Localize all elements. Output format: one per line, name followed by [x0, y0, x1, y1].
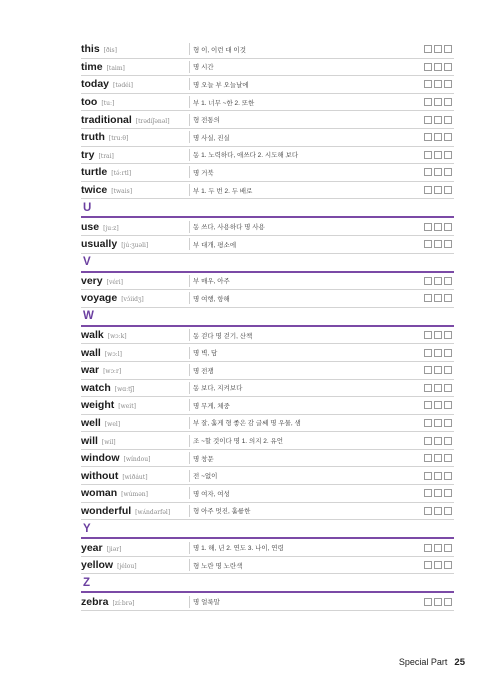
pronunciation: [zíːbrə]: [112, 599, 135, 607]
check-boxes: [424, 133, 452, 141]
checkbox[interactable]: [434, 472, 442, 480]
checkbox[interactable]: [434, 63, 442, 71]
word-cell: [81, 470, 189, 482]
pronunciation: [weit]: [118, 403, 136, 411]
meaning: 명 창문: [193, 455, 214, 463]
check-boxes: [424, 98, 452, 106]
meaning: 전 ~없이: [193, 473, 218, 481]
column-divider: [189, 275, 190, 287]
meaning: 부 매우, 아주: [193, 278, 230, 286]
check-boxes: [424, 116, 452, 124]
meaning: 부 1. 너무 ~한 2. 또한: [193, 99, 255, 107]
column-divider: [189, 559, 190, 571]
checkbox[interactable]: [444, 63, 452, 71]
word-cell: [81, 596, 189, 608]
checkbox[interactable]: [444, 366, 452, 374]
checkbox[interactable]: [424, 98, 432, 106]
word: zebra: [81, 595, 109, 608]
word: walk: [81, 329, 104, 342]
column-divider: [189, 505, 190, 517]
pronunciation: [júːʒuəli]: [121, 242, 149, 250]
checkbox[interactable]: [444, 598, 452, 606]
column-divider: [189, 596, 190, 608]
word: wall: [81, 346, 101, 359]
word: woman: [81, 487, 118, 500]
checkbox[interactable]: [434, 437, 442, 445]
checkbox[interactable]: [434, 168, 442, 176]
checkbox[interactable]: [424, 507, 432, 515]
checkbox[interactable]: [434, 186, 442, 194]
checkbox[interactable]: [434, 454, 442, 462]
pronunciation: [jiər]: [106, 545, 122, 553]
meaning: 조 ~할 것이다 명 1. 의지 2. 유언: [193, 438, 284, 446]
letter-header: [81, 254, 454, 273]
check-boxes: [424, 294, 452, 302]
checkbox[interactable]: [424, 63, 432, 71]
word: time: [81, 60, 103, 73]
word-cell: [81, 399, 189, 411]
column-divider: [189, 238, 190, 250]
check-boxes: [424, 277, 452, 285]
meaning: 명 얼룩말: [193, 599, 220, 607]
checkbox[interactable]: [444, 98, 452, 106]
word: twice: [81, 184, 108, 197]
meaning: 동 쓰다, 사용하다 명 사용: [193, 224, 265, 232]
word-row: [81, 432, 454, 450]
word: without: [81, 469, 119, 482]
word-row: [81, 327, 454, 345]
checkbox[interactable]: [424, 454, 432, 462]
checkbox[interactable]: [444, 472, 452, 480]
check-boxes: [424, 454, 452, 462]
checkbox[interactable]: [424, 349, 432, 357]
checkbox[interactable]: [424, 331, 432, 339]
checkbox[interactable]: [444, 454, 452, 462]
word: weight: [81, 399, 115, 412]
letter-heading: U: [83, 201, 92, 214]
pronunciation: [wɔːk]: [107, 333, 127, 341]
checkbox[interactable]: [434, 133, 442, 141]
pronunciation: [taim]: [106, 64, 125, 72]
checkbox[interactable]: [434, 598, 442, 606]
check-boxes: [424, 63, 452, 71]
letter-header: [81, 308, 454, 327]
word-cell: [81, 292, 189, 304]
letter-heading: Z: [83, 576, 91, 589]
check-boxes: [424, 489, 452, 497]
checkbox[interactable]: [434, 240, 442, 248]
meaning: 명 시간: [193, 64, 214, 72]
column-divider: [189, 382, 190, 394]
word-cell: [81, 166, 189, 178]
word-row: [81, 147, 454, 165]
meaning: 동 걷다 명 걷기, 산책: [193, 332, 253, 340]
column-divider: [189, 487, 190, 499]
check-boxes: [424, 331, 452, 339]
word: wonderful: [81, 504, 132, 517]
word: very: [81, 274, 103, 287]
meaning: 명 오늘 부 오늘날에: [193, 81, 249, 89]
pronunciation: [tədéi]: [113, 82, 133, 90]
checkbox[interactable]: [444, 561, 452, 569]
checkbox[interactable]: [434, 98, 442, 106]
word-cell: [81, 275, 189, 287]
word-row: [81, 467, 454, 485]
checkbox[interactable]: [434, 507, 442, 515]
pronunciation: [twais]: [111, 188, 133, 196]
letter-header: [81, 520, 454, 539]
word: this: [81, 43, 100, 56]
checkbox[interactable]: [424, 116, 432, 124]
word: try: [81, 148, 95, 161]
check-boxes: [424, 349, 452, 357]
word-cell: [81, 435, 189, 447]
checkbox[interactable]: [444, 133, 452, 141]
meaning: 명 무게, 체중: [193, 402, 230, 410]
column-divider: [189, 96, 190, 108]
check-boxes: [424, 223, 452, 231]
checkbox[interactable]: [444, 419, 452, 427]
checkbox[interactable]: [434, 419, 442, 427]
column-divider: [189, 292, 190, 304]
checkbox[interactable]: [444, 168, 452, 176]
checkbox[interactable]: [424, 437, 432, 445]
word-row: [81, 273, 454, 291]
checkbox[interactable]: [424, 240, 432, 248]
word-cell: [81, 542, 189, 554]
pronunciation: [jélou]: [117, 563, 137, 571]
check-boxes: [424, 151, 452, 159]
meaning: 형 아주 멋진, 훌륭한: [193, 508, 251, 516]
word: use: [81, 220, 100, 233]
checkbox[interactable]: [434, 116, 442, 124]
meaning: 부 대개, 평소에: [193, 241, 237, 249]
checkbox[interactable]: [444, 186, 452, 194]
checkbox[interactable]: [434, 151, 442, 159]
checkbox[interactable]: [424, 544, 432, 552]
letter-heading: W: [83, 310, 94, 323]
checkbox[interactable]: [444, 401, 452, 409]
word-cell: [81, 364, 189, 376]
column-divider: [189, 364, 190, 376]
checkbox[interactable]: [424, 133, 432, 141]
checkbox[interactable]: [434, 45, 442, 53]
word-row: [81, 236, 454, 254]
pronunciation: [wʌ́ndərfəl]: [135, 508, 171, 516]
meaning: 형 노란 명 노란색: [193, 562, 243, 570]
column-divider: [189, 184, 190, 196]
pronunciation: [tuː]: [101, 100, 115, 108]
pronunciation: [trai]: [98, 152, 114, 160]
column-divider: [189, 347, 190, 359]
meaning: 명 여자, 여성: [193, 490, 230, 498]
checkbox[interactable]: [444, 45, 452, 53]
word: watch: [81, 381, 111, 394]
checkbox[interactable]: [444, 437, 452, 445]
column-divider: [189, 114, 190, 126]
word-cell: [81, 559, 189, 571]
word-row: [81, 485, 454, 503]
word-cell: [81, 505, 189, 517]
word: yellow: [81, 559, 114, 572]
check-boxes: [424, 80, 452, 88]
checkbox[interactable]: [424, 151, 432, 159]
checkbox[interactable]: [444, 384, 452, 392]
checkbox[interactable]: [424, 489, 432, 497]
column-divider: [189, 435, 190, 447]
checkbox[interactable]: [444, 240, 452, 248]
meaning: 부 잘, 훌게 형 좋은 감 글쎄 명 우물, 샘: [193, 420, 301, 428]
meaning: 명 전쟁: [193, 367, 214, 375]
pronunciation: [wɑːtʃ]: [114, 385, 135, 393]
checkbox[interactable]: [424, 168, 432, 176]
checkbox[interactable]: [444, 489, 452, 497]
letter-heading: Y: [83, 522, 91, 535]
pronunciation: [tə́ːrtl]: [111, 170, 132, 178]
word-cell: [81, 78, 189, 90]
meaning: 명 사실, 진실: [193, 134, 230, 142]
word: traditional: [81, 113, 132, 126]
column-divider: [189, 452, 190, 464]
page-number: 25: [454, 657, 465, 668]
pronunciation: [wúmən]: [121, 491, 148, 499]
word-row: [81, 182, 454, 200]
checkbox[interactable]: [424, 419, 432, 427]
word-cell: [81, 114, 189, 126]
meaning: 동 보다, 지켜보다: [193, 385, 243, 393]
word: window: [81, 452, 120, 465]
meaning: 형 이, 이런 대 이것: [193, 46, 246, 54]
column-divider: [189, 166, 190, 178]
checkbox[interactable]: [444, 277, 452, 285]
word-cell: [81, 238, 189, 250]
check-boxes: [424, 168, 452, 176]
footer-section-label: Special Part: [398, 657, 448, 667]
column-divider: [189, 417, 190, 429]
pronunciation: [trədíʃənəl]: [135, 117, 170, 125]
checkbox[interactable]: [424, 45, 432, 53]
word-row: [81, 397, 454, 415]
pronunciation: [juːz]: [103, 224, 119, 232]
letter-header: [81, 199, 454, 218]
checkbox[interactable]: [444, 331, 452, 339]
column-divider: [189, 78, 190, 90]
check-boxes: [424, 419, 452, 427]
checkbox[interactable]: [424, 366, 432, 374]
pronunciation: [wíndou]: [123, 456, 151, 464]
pronunciation: [véri]: [106, 278, 124, 286]
pronunciation: [truːθ]: [108, 135, 129, 143]
checkbox[interactable]: [444, 507, 452, 515]
pronunciation: [vɔ́iidʒ]: [121, 296, 144, 304]
checkbox[interactable]: [424, 561, 432, 569]
column-divider: [189, 149, 190, 161]
word-cell: [81, 347, 189, 359]
word-row: [81, 59, 454, 77]
column-divider: [189, 221, 190, 233]
column-divider: [189, 542, 190, 554]
word: turtle: [81, 166, 108, 179]
word-row: [81, 218, 454, 236]
meaning: 부 1. 두 번 2. 두 배로: [193, 187, 253, 195]
pronunciation: [ðis]: [103, 47, 117, 55]
checkbox[interactable]: [434, 349, 442, 357]
meaning: 형 전통의: [193, 117, 220, 125]
column-divider: [189, 470, 190, 482]
pronunciation: [wiðáut]: [122, 473, 148, 481]
pronunciation: [wɔːl]: [104, 350, 122, 358]
meaning: 명 여행, 항해: [193, 295, 230, 303]
checkbox[interactable]: [424, 401, 432, 409]
check-boxes: [424, 186, 452, 194]
word-row: [81, 290, 454, 308]
checkbox[interactable]: [424, 598, 432, 606]
word: usually: [81, 238, 118, 251]
word: voyage: [81, 292, 118, 305]
word-cell: [81, 131, 189, 143]
check-boxes: [424, 598, 452, 606]
checkbox[interactable]: [424, 294, 432, 302]
pronunciation: [wil]: [101, 438, 116, 446]
column-divider: [189, 131, 190, 143]
check-boxes: [424, 384, 452, 392]
meaning: 동 1. 노력하다, 애쓰다 2. 시도해 보다: [193, 152, 299, 160]
meaning: 명 벽, 담: [193, 350, 218, 358]
checkbox[interactable]: [434, 489, 442, 497]
word-cell: [81, 487, 189, 499]
pronunciation: [wel]: [104, 420, 121, 428]
word-cell: [81, 61, 189, 73]
word-row: [81, 344, 454, 362]
letter-header: [81, 574, 454, 593]
word: truth: [81, 131, 105, 144]
word-cell: [81, 417, 189, 429]
word: well: [81, 416, 101, 429]
column-divider: [189, 329, 190, 341]
word-row: [81, 76, 454, 94]
word-cell: [81, 382, 189, 394]
word-cell: [81, 329, 189, 341]
word-row: [81, 164, 454, 182]
checkbox[interactable]: [444, 544, 452, 552]
word-cell: [81, 43, 189, 55]
page-footer: [399, 657, 465, 668]
check-boxes: [424, 561, 452, 569]
word: too: [81, 96, 98, 109]
checkbox[interactable]: [444, 294, 452, 302]
check-boxes: [424, 437, 452, 445]
checkbox[interactable]: [434, 366, 442, 374]
word: today: [81, 78, 110, 91]
letter-heading: V: [83, 256, 91, 269]
word: war: [81, 364, 100, 377]
word-row: [81, 503, 454, 521]
checkbox[interactable]: [434, 223, 442, 231]
check-boxes: [424, 472, 452, 480]
meaning: 명 1. 해, 년 2. 연도 3. 나이, 연령: [193, 545, 284, 553]
checkbox[interactable]: [424, 384, 432, 392]
checkbox[interactable]: [434, 294, 442, 302]
checkbox[interactable]: [424, 80, 432, 88]
word-row: [81, 41, 454, 59]
word: will: [81, 434, 98, 447]
checkbox[interactable]: [434, 331, 442, 339]
vocabulary-list: [81, 41, 454, 611]
check-boxes: [424, 366, 452, 374]
checkbox[interactable]: [444, 223, 452, 231]
word-row: [81, 380, 454, 398]
word-row: [81, 539, 454, 557]
checkbox[interactable]: [424, 277, 432, 285]
checkbox[interactable]: [434, 544, 442, 552]
column-divider: [189, 399, 190, 411]
pronunciation: [wɔːr]: [103, 368, 122, 376]
checkbox[interactable]: [444, 116, 452, 124]
checkbox[interactable]: [424, 186, 432, 194]
checkbox[interactable]: [424, 223, 432, 231]
word-row: [81, 111, 454, 129]
check-boxes: [424, 507, 452, 515]
word-row: [81, 557, 454, 575]
checkbox[interactable]: [434, 401, 442, 409]
word-row: [81, 129, 454, 147]
checkbox[interactable]: [444, 80, 452, 88]
word-row: [81, 415, 454, 433]
checkbox[interactable]: [444, 151, 452, 159]
word-row: [81, 450, 454, 468]
word-row: [81, 362, 454, 380]
word: year: [81, 541, 103, 554]
word-cell: [81, 221, 189, 233]
column-divider: [189, 61, 190, 73]
word-cell: [81, 96, 189, 108]
check-boxes: [424, 240, 452, 248]
checkbox[interactable]: [424, 472, 432, 480]
word-cell: [81, 149, 189, 161]
check-boxes: [424, 401, 452, 409]
word-row: [81, 94, 454, 112]
meaning: 명 거북: [193, 169, 214, 177]
checkbox[interactable]: [444, 349, 452, 357]
check-boxes: [424, 45, 452, 53]
column-divider: [189, 43, 190, 55]
checkbox[interactable]: [434, 80, 442, 88]
check-boxes: [424, 544, 452, 552]
word-cell: [81, 184, 189, 196]
word-row: [81, 593, 454, 611]
checkbox[interactable]: [434, 277, 442, 285]
checkbox[interactable]: [434, 384, 442, 392]
word-cell: [81, 452, 189, 464]
checkbox[interactable]: [434, 561, 442, 569]
